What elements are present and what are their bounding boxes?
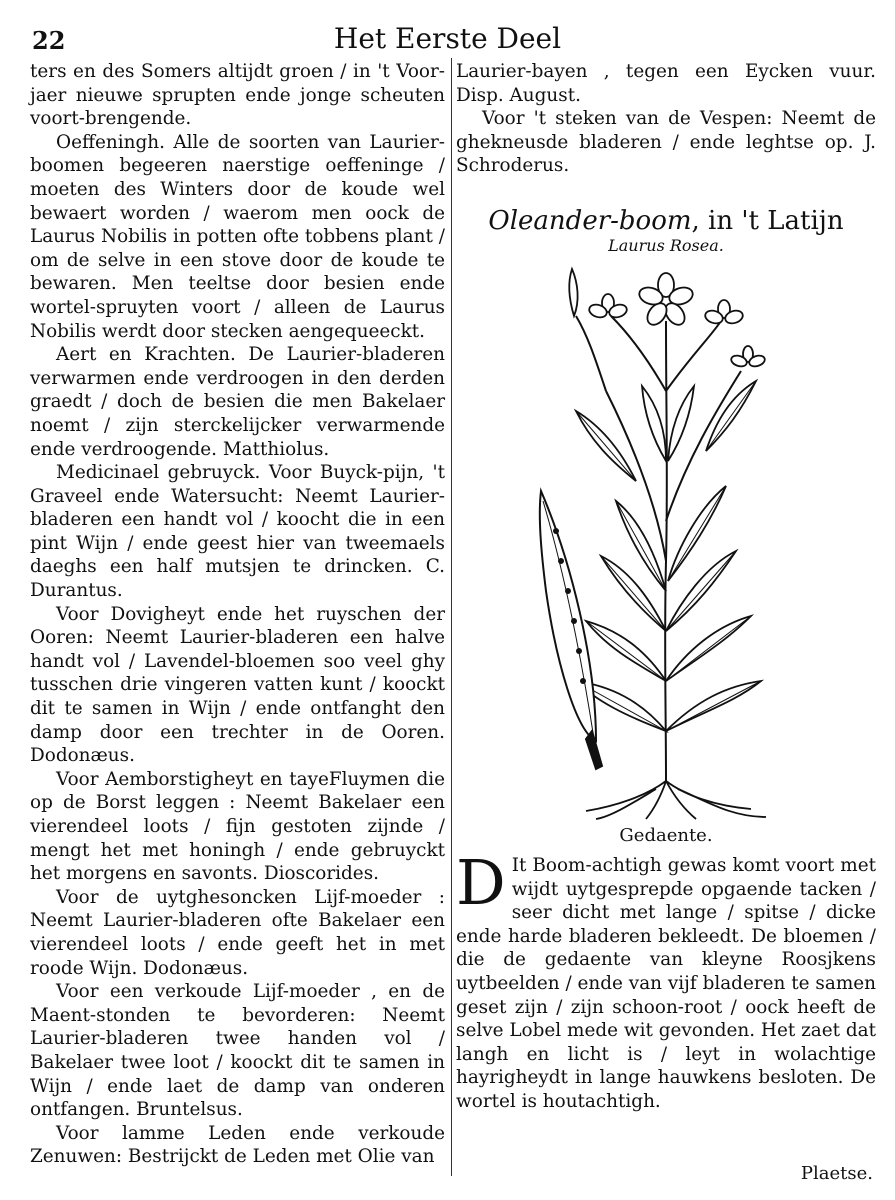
column-divider <box>451 58 452 1176</box>
paragraph: Laurier-bayen , tegen een Eycken vuur. Disp. August. <box>456 61 876 106</box>
oleander-plant-woodcut-icon <box>516 261 816 821</box>
paragraph: Aert en Krachten. De Laurier-bladeren verwarmen ende verdroogen in den derden graedt / doch de besien die men Bakelaer noemt / zijn sterckelijcker verwarmende ende verdroogende. Matthiolus. <box>30 344 445 460</box>
running-title: Het Eerste Deel <box>333 22 562 55</box>
page-number: 22 <box>32 26 66 55</box>
section-title-suffix: , in 't Latijn <box>691 205 844 236</box>
paragraph: Voor 't steken van de Vespen: Neemt de ghekneusde bladeren / ende leghtse op. J. Schroderus. <box>456 108 876 177</box>
paragraph: Voor Aemborstigheyt en tayeFluymen die op de Borst leggen : Neemt Bakelaer een vierendeel loots / fijn gestoten zijnde / mengt het met honingh / ende gebruyckt het morgens en savonts. Dioscorides. <box>30 768 445 885</box>
section-title <box>456 206 876 236</box>
illustration-caption: Gedaente. <box>619 824 713 846</box>
paragraph <box>456 845 876 1114</box>
page-header <box>0 18 895 58</box>
paragraph: Voor lamme Leden ende verkoude Zenuwen: Bestrijckt de Leden met Olie van <box>30 1122 445 1168</box>
section-title-name: Oleander-boom <box>488 205 692 236</box>
paragraph: Oeffeningh. Alle de soorten van Laurier-boomen begeeren naerstige oeffeninge / moeten des Winters door de koude wel bewaert worden / waerom men oock de Laurus Nobilis in potten ofte tobbens plant / om de selve in een stove door de koude te bewaren. Men teeltse door besien ende wortel-spruyten voort / alleen de Laurus Nobilis werdt door stecken aengequeeckt. <box>30 131 445 342</box>
section-subtitle: Laurus Rosea. <box>608 235 724 255</box>
right-column <box>456 60 876 1114</box>
left-column <box>30 60 445 1169</box>
paragraph: ters en des Somers altijdt groen / in 't Voor-jaer nieuwe sprupten ende jonge scheuten voort-brengende. <box>30 61 445 130</box>
paragraph: Voor een verkoude Lijf-moeder , en de Maent-stonden te bevorderen: Neemt Laurier-bladeren twee handen vol / Bakelaer twee loot / koockt dit te samen in Wijn / ende laet de damp van onderen ontfangen. Bruntelsus. <box>30 981 445 1121</box>
paragraph: Medicinael gebruyck. Voor Buyck-pijn, 't Graveel ende Watersucht: Neemt Laurier-bladeren een handt vol / koocht die in een pint Wijn / ende geest hier van tweemaels daeghs een half mutsjen te drincken. C. Durantus. <box>30 462 445 602</box>
paragraph-body: It Boom-achtigh gewas komt voort met wijdt uytgesprepde opgaende tacken / seer dicht met lange / spitse / dicke ende harde bladeren bekleedt. De bloemen / die de gedaente van kleyne Roosjkens uytbeelden / ende van vijf bladeren te samen geset zijn / zijn schoon-root / oock heeft de selve Lobel mede wit gevonden. Het zaet dat langh en licht is / leyt in wolachtige hayrigheydt in lange hauwkens besloten. De wortel is houtachtigh. <box>456 854 876 1112</box>
paragraph: Voor de uytghesoncken Lijf-moeder : Neemt Laurier-bladeren ofte Bakelaer een vierendeel loots / ende geeft het in met roode Wijn. Dodonæus. <box>30 886 445 979</box>
drop-cap: D <box>456 845 506 919</box>
catchword: Plaetse. <box>800 1163 873 1184</box>
paragraph: Voor Dovigheyt ende het ruyschen der Ooren: Neemt Laurier-bladeren een halve handt vol / Lavendel-bloemen soo veel ghy tusschen drie vingeren vatten kunt / koockt dit te samen in Wijn / ende ontfanght den damp door een trechter in de Ooren. Dodonæus. <box>30 603 445 767</box>
